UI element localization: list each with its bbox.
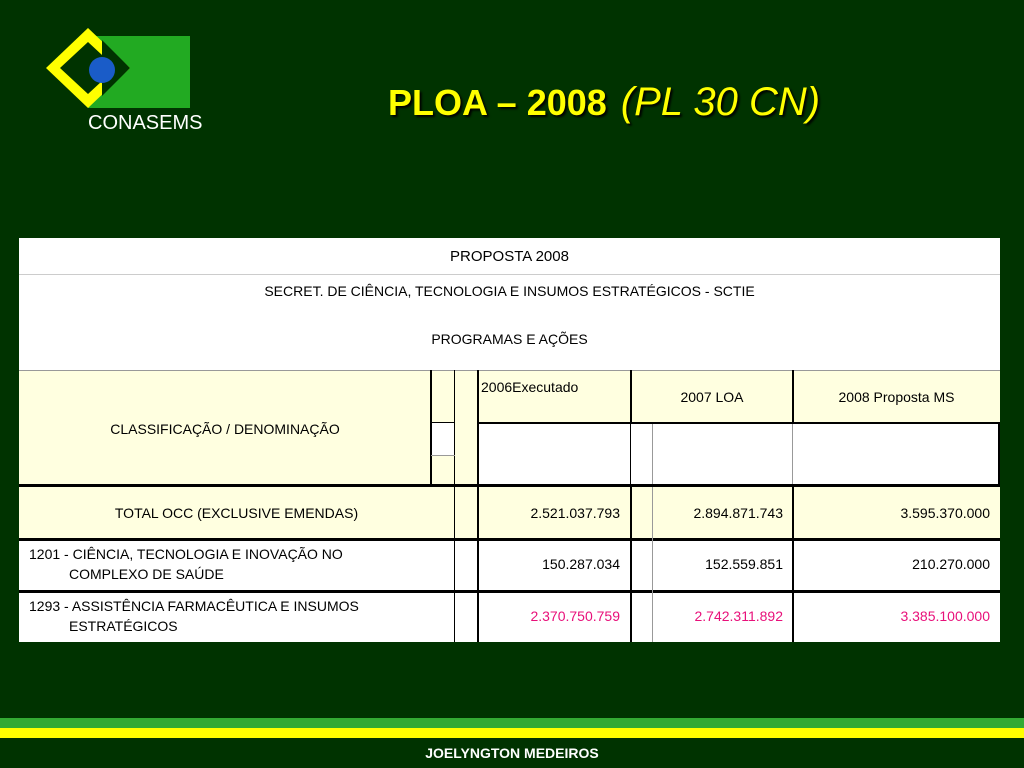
- footer-green-stripe: [0, 718, 1024, 728]
- row-label-line1: 1201 - CIÊNCIA, TECNOLOGIA E INOVAÇÃO NO: [29, 546, 343, 562]
- col-classificacao: CLASSIFICAÇÃO / DENOMINAÇÃO: [110, 421, 340, 437]
- footer-yellow-stripe: [0, 728, 1024, 738]
- footer-author: JOELYNGTON MEDEIROS: [0, 738, 1024, 768]
- title-main: PLOA – 2008: [388, 82, 607, 123]
- row-value-2008: 3.595.370.000: [900, 505, 990, 521]
- row-value-2007: 2.742.311.892: [694, 608, 783, 624]
- row-value-2007: 2.894.871.743: [693, 505, 783, 521]
- row-value-2008: 3.385.100.000: [900, 608, 990, 624]
- programas-label: PROGRAMAS E AÇÕES: [431, 331, 588, 347]
- col-2006: 2006Executado: [481, 379, 579, 395]
- table-header: PROPOSTA 2008: [450, 248, 569, 265]
- empty-subheader: [478, 424, 1000, 484]
- row-value-2006: 2.370.750.759: [530, 608, 620, 624]
- row-label: TOTAL OCC (EXCLUSIVE EMENDAS): [114, 505, 359, 521]
- row-label-line2: COMPLEXO DE SAÚDE: [69, 566, 224, 582]
- col-2008: 2008 Proposta MS: [838, 389, 955, 405]
- row-value-2006: 150.287.034: [542, 556, 620, 572]
- budget-table: [19, 238, 1000, 642]
- row-label-line2: ESTRATÉGICOS: [69, 618, 178, 634]
- empty-subcell: [431, 422, 455, 456]
- row-value-2006: 2.521.037.793: [530, 505, 620, 521]
- page-title: [388, 80, 820, 125]
- row-label-line1: 1293 - ASSISTÊNCIA FARMACÊUTICA E INSUMOS: [29, 598, 359, 614]
- col-2007: 2007 LOA: [680, 389, 744, 405]
- secretaria-label: SECRET. DE CIÊNCIA, TECNOLOGIA E INSUMOS ESTRATÉGICOS - SCTIE: [264, 283, 755, 299]
- logo-text: CONASEMS: [88, 112, 203, 134]
- row-value-2007: 152.559.851: [705, 556, 783, 572]
- title-subtitle: (PL 30 CN): [620, 80, 821, 124]
- row-value-2008: 210.270.000: [912, 556, 990, 572]
